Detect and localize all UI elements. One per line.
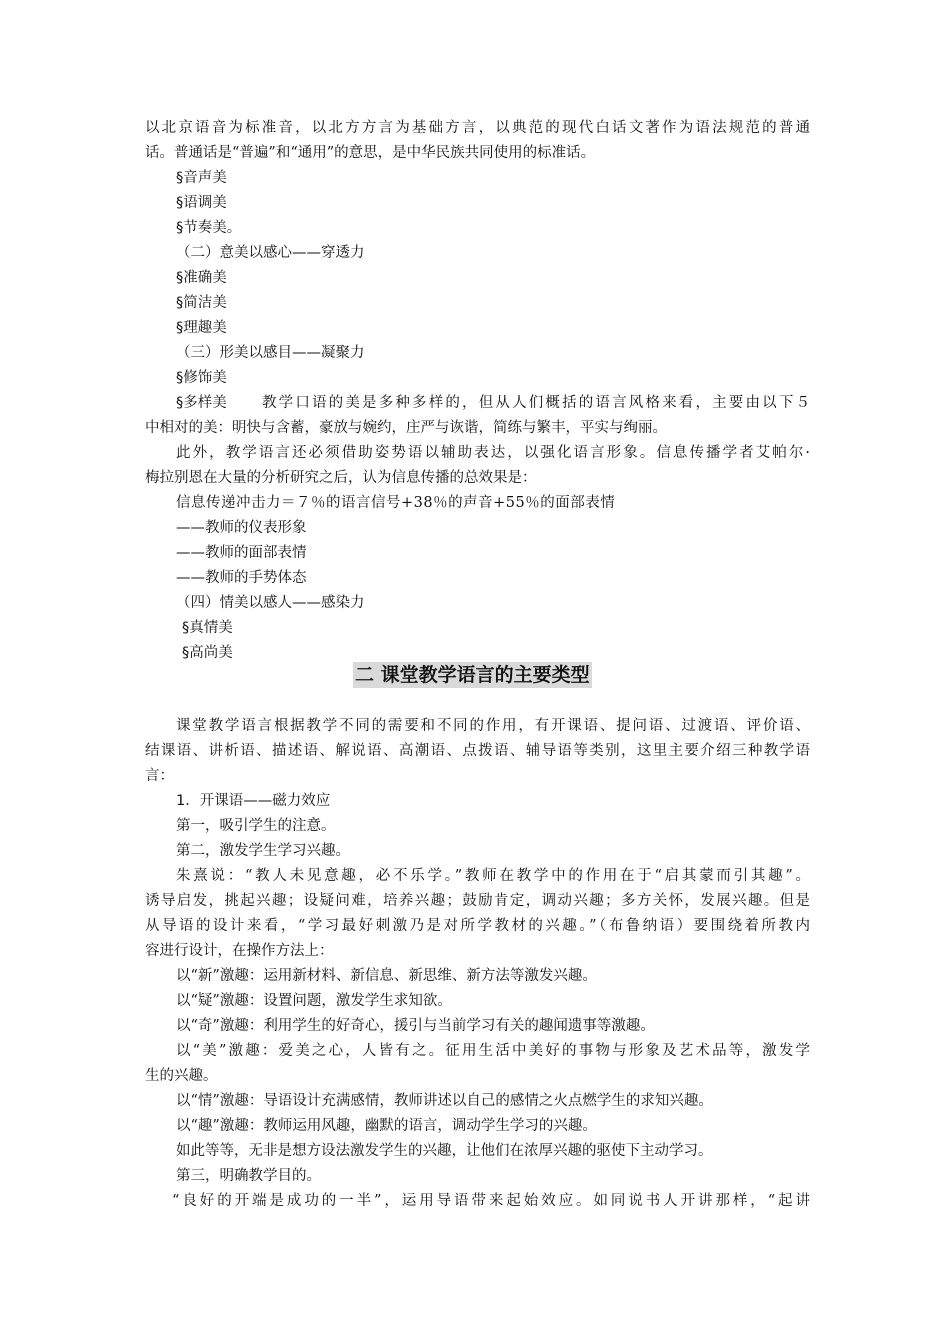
list-item: §真情美 xyxy=(182,620,233,636)
paragraph-line: 中相对的美：明快与含蓄，豪放与婉约，庄严与诙谐，简练与繁丰，平实与绚丽。 xyxy=(145,420,667,436)
paragraph-line: 话。普通话是“普遍”和“通用”的意思，是中华民族共同使用的标准话。 xyxy=(145,145,596,161)
list-item: ——教师的面部表情 xyxy=(176,545,307,561)
list-item: ——教师的仪表形象 xyxy=(176,520,307,536)
list-item: §节奏美。 xyxy=(176,220,242,236)
formula-line: 信息传递冲击力＝７％的语言信号+38％的声音+55％的面部表情 xyxy=(176,495,616,511)
list-item: §理趣美 xyxy=(176,320,227,336)
paragraph-line: 容进行设计，在操作方法上： xyxy=(145,943,334,959)
paragraph-line: 梅拉别恩在大量的分析研究之后，认为信息传播的总效果是： xyxy=(145,470,537,486)
method-line: 以“美”激趣：爱美之心，人皆有之。征用生活中美好的事物与形象及艺术品等，激发学 xyxy=(176,1043,810,1059)
point-heading: 第三，明确教学目的。 xyxy=(176,1168,321,1184)
paragraph-line: 课堂教学语言根据教学不同的需要和不同的作用，有开课语、提问语、过渡语、评价语、 xyxy=(176,718,810,734)
list-item: ——教师的手势体态 xyxy=(176,570,307,586)
method-line: 以“趣”激趣：教师运用风趣，幽默的语言，调动学生学习的兴趣。 xyxy=(176,1118,597,1134)
section-heading: 二 课堂教学语言的主要类型 xyxy=(355,664,590,686)
method-line: 以“疑”激趣：设置问题，激发学生求知欲。 xyxy=(176,993,452,1009)
paragraph-line: “良好的开端是成功的一半”，运用导语带来起始效应。如同说书人开讲那样，“起讲 xyxy=(172,1193,810,1209)
section-subheading: （三）形美以感目——凝聚力 xyxy=(176,345,365,361)
section-subheading: （二）意美以感心——穿透力 xyxy=(176,245,365,261)
point-heading: 第二，激发学生学习兴趣。 xyxy=(176,843,350,859)
section-subheading: （四）情美以感人——感染力 xyxy=(176,595,365,611)
list-item: §修饰美 xyxy=(176,370,227,386)
point-heading: 第一，吸引学生的注意。 xyxy=(176,818,336,834)
paragraph-line: 以北京语音为标准音，以北方方言为基础方言，以典范的现代白话文著作为语法规范的普通 xyxy=(145,120,810,136)
subsection-heading: 1．开课语——磁力效应 xyxy=(176,793,331,809)
paragraph-line: 从导语的设计来看，“学习最好刺激乃是对所学教材的兴趣。”（布鲁纳语）要围绕着所教内 xyxy=(145,918,810,934)
method-line: 以“新”激趣：运用新材料、新信息、新思维、新方法等激发兴趣。 xyxy=(176,968,597,984)
list-item: §音声美 xyxy=(176,170,227,186)
list-item: §语调美 xyxy=(176,195,227,211)
paragraph-line: 如此等等，无非是想方设法激发学生的兴趣，让他们在浓厚兴趣的驱使下主动学习。 xyxy=(176,1143,713,1159)
list-item: §高尚美 xyxy=(182,645,233,661)
list-item: §简洁美 xyxy=(176,295,227,311)
paragraph-line: 诱导启发，挑起兴趣；设疑问难，培养兴趣；鼓励肯定，调动兴趣；多方关怀，发展兴趣。但是 xyxy=(145,893,810,909)
paragraph-line: 结课语、讲析语、描述语、解说语、高潮语、点拨语、辅导语等类别，这里主要介绍三种教学语 xyxy=(145,743,810,759)
method-line: 以“奇”激趣：利用学生的好奇心，援引与当前学习有关的趣闻遗事等激趣。 xyxy=(176,1018,655,1034)
paragraph-line: 言： xyxy=(145,768,174,784)
paragraph-line: 生的兴趣。 xyxy=(145,1068,218,1084)
paragraph-line: 朱熹说：“教人未见意趣，必不乐学。”教师在教学中的作用在于“启其蒙而引其趣”。 xyxy=(176,868,810,884)
paragraph-line: 教学口语的美是多种多样的，但从人们概括的语言风格来看，主要由以下５ xyxy=(262,395,810,411)
paragraph-line: 此外，教学语言还必须借助姿势语以辅助表达，以强化语言形象。信息传播学者艾帕尔· xyxy=(176,445,810,461)
list-item: §准确美 xyxy=(176,270,227,286)
list-item: §多样美 xyxy=(176,395,227,411)
method-line: 以“情”激趣：导语设计充满感情，教师讲述以自己的感情之火点燃学生的求知兴趣。 xyxy=(176,1093,713,1109)
